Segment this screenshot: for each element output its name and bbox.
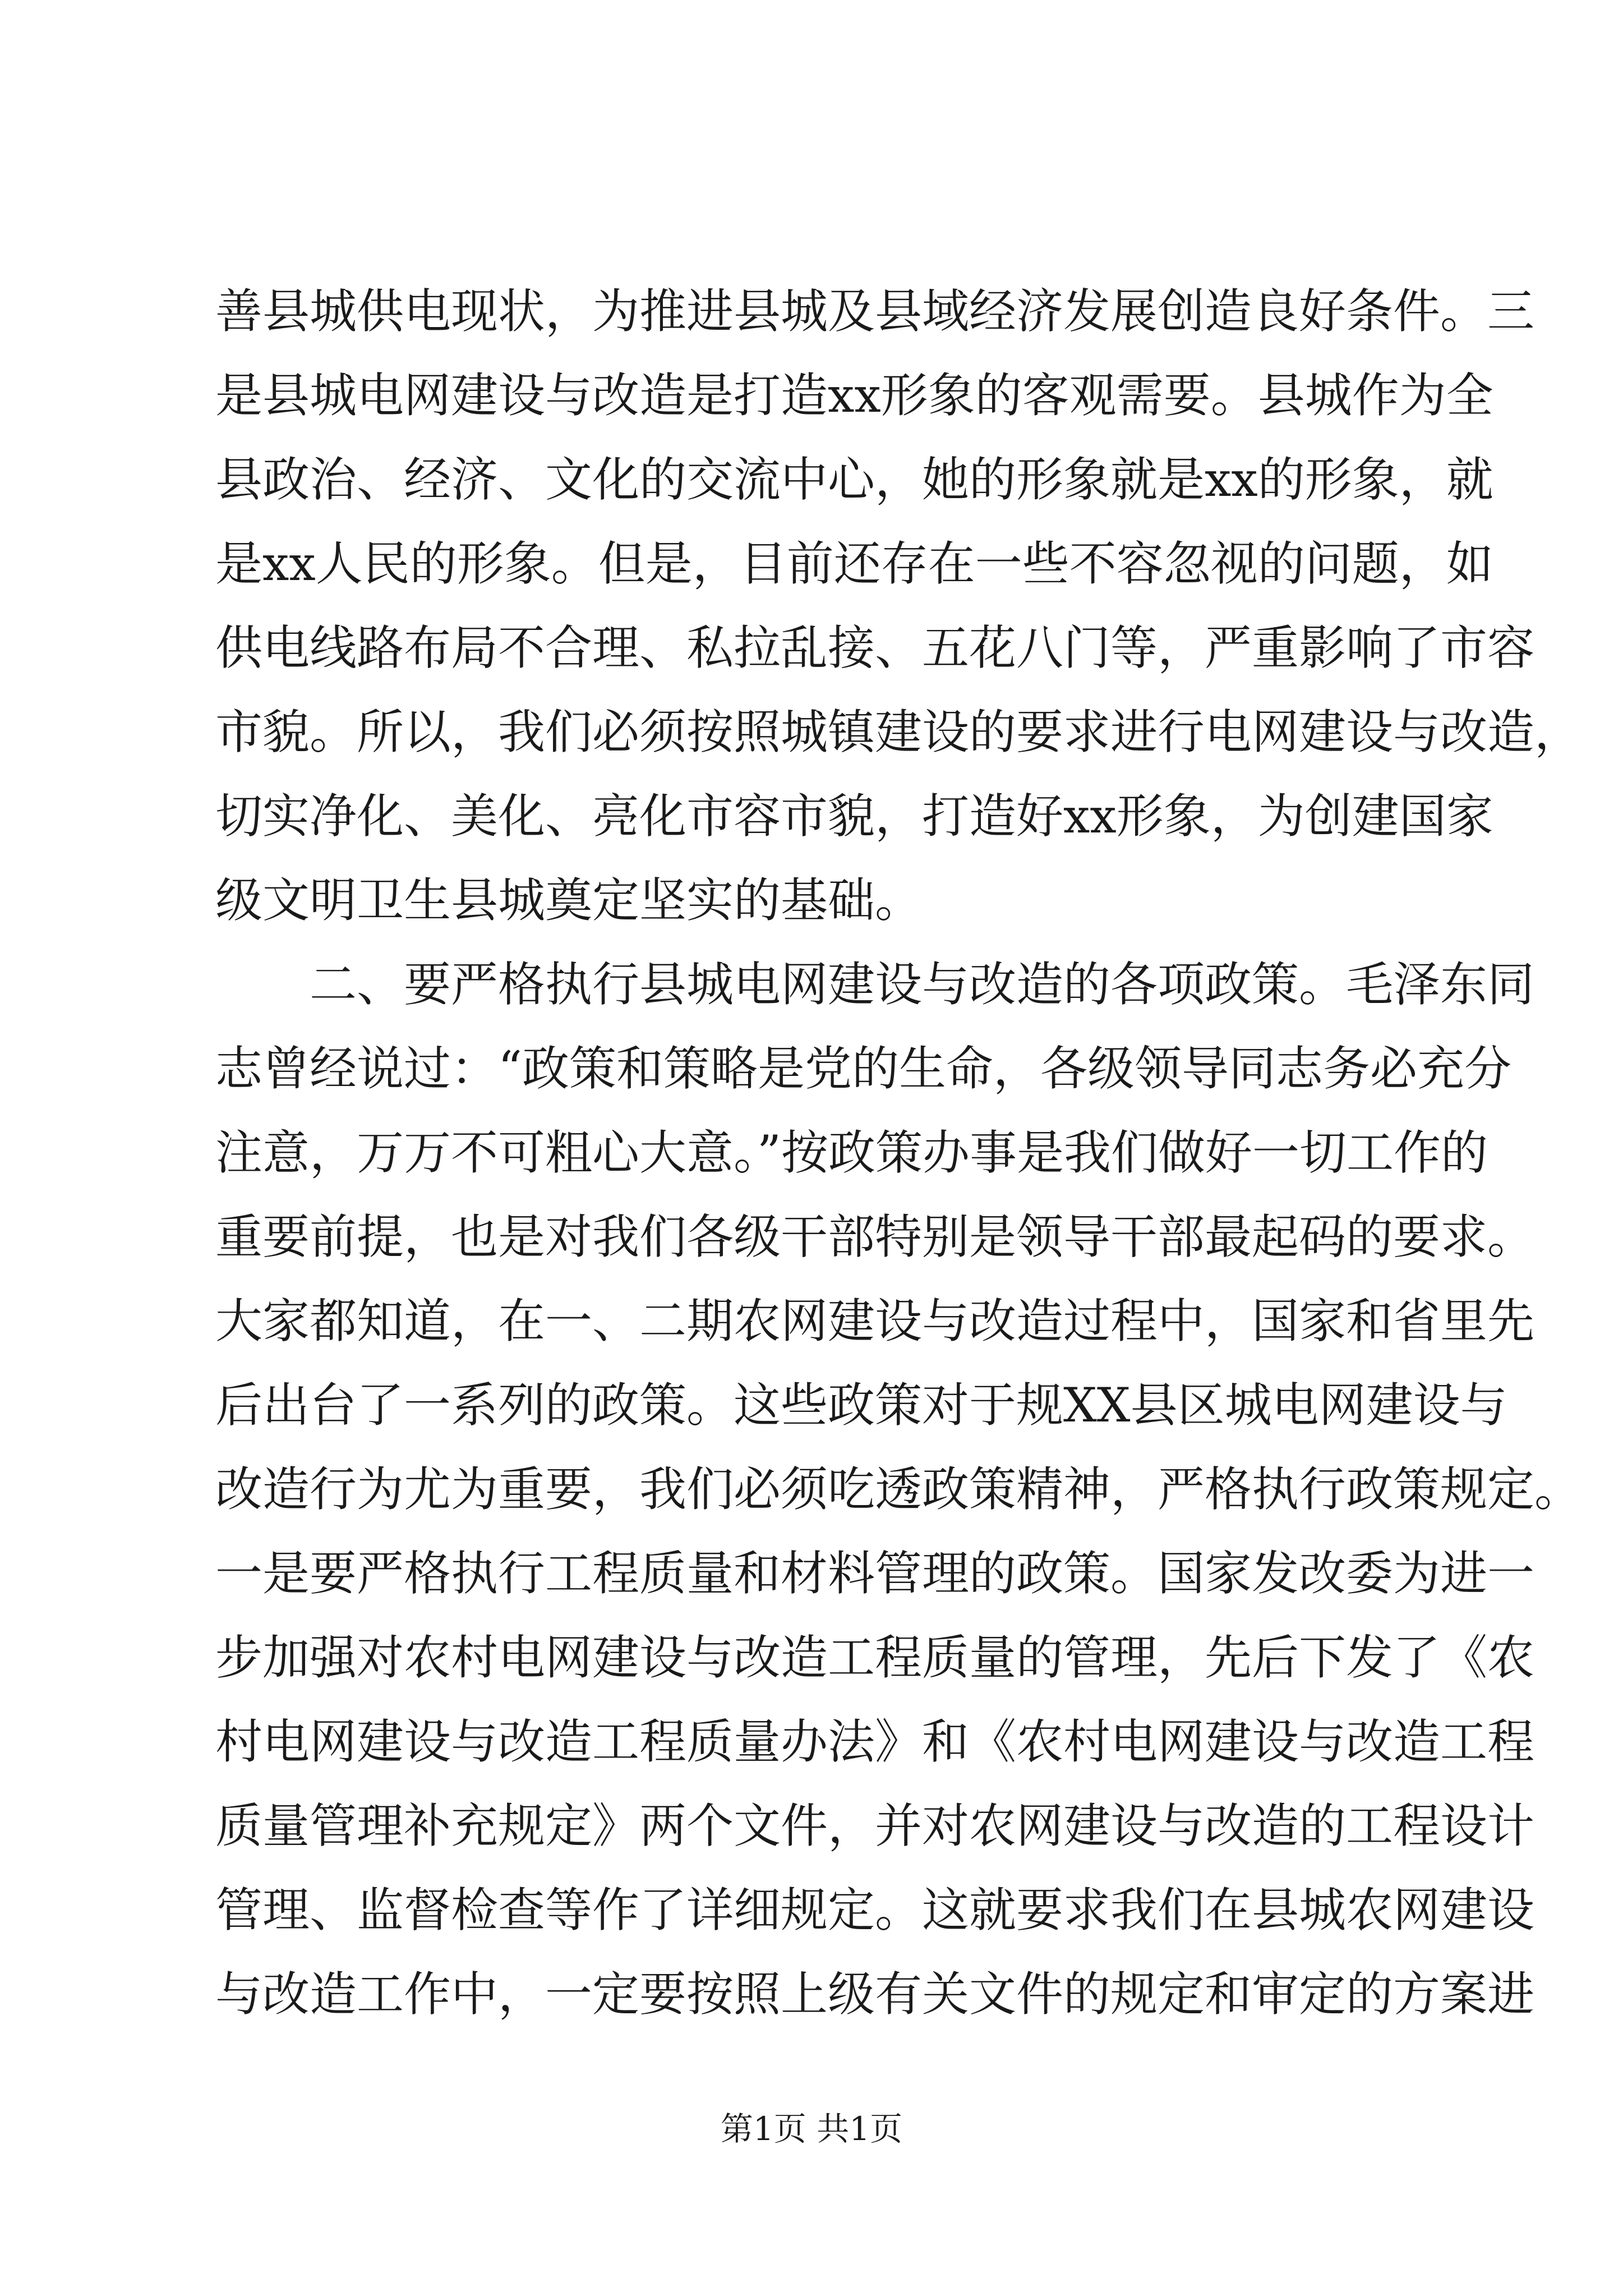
text-line: 市貌。所以，我们必须按照城镇建设的要求进行电网建设与改造， — [215, 705, 1582, 760]
text-line: 改造行为尤为重要，我们必须吃透政策精神，严格执行政策规定。 — [215, 1462, 1582, 1517]
text-line: 后出台了一系列的政策。这些政策对于规XX县区城电网建设与 — [215, 1378, 1507, 1433]
text-line: 步加强对农村电网建设与改造工程质量的管理，先后下发了《农 — [215, 1630, 1535, 1685]
text-line: 切实净化、美化、亮化市容市貌，打造好xx形象，为创建国家 — [215, 789, 1493, 844]
text-line: 是县城电网建设与改造是打造xx形象的客观需要。县城作为全 — [215, 368, 1493, 423]
text-line: 重要前提，也是对我们各级干部特别是领导干部最起码的要求。 — [215, 1209, 1535, 1264]
text-line: 是xx人民的形象。但是，目前还存在一些不容忽视的问题，如 — [215, 536, 1493, 591]
text-line: 注意，万万不可粗心大意。”按政策办事是我们做好一切工作的 — [215, 1125, 1488, 1180]
text-line: 善县城供电现状，为推进县城及县域经济发展创造良好条件。三 — [215, 284, 1535, 339]
text-line: 与改造工作中，一定要按照上级有关文件的规定和审定的方案进 — [215, 1967, 1535, 2022]
text-line: 一是要严格执行工程质量和材料管理的政策。国家发改委为进一 — [215, 1546, 1535, 1601]
text-line: 大家都知道，在一、二期农网建设与改造过程中，国家和省里先 — [215, 1294, 1535, 1349]
text-line: 村电网建设与改造工程质量办法》和《农村电网建设与改造工程 — [215, 1714, 1535, 1769]
text-line: 县政治、经济、文化的交流中心，她的形象就是xx的形象，就 — [215, 452, 1493, 507]
paragraph-first-line: 二、要严格执行县城电网建设与改造的各项政策。毛泽东同 — [310, 957, 1535, 1012]
text-line: 供电线路布局不合理、私拉乱接、五花八门等，严重影响了市容 — [215, 620, 1535, 675]
text-line: 级文明卫生县城奠定坚实的基础。 — [215, 873, 923, 928]
text-line: 质量管理补充规定》两个文件，并对农网建设与改造的工程设计 — [215, 1798, 1535, 1853]
text-line: 志曾经说过：“政策和策略是党的生命，各级领导同志务必充分 — [215, 1041, 1511, 1096]
page-footer: 第1页 共1页 — [720, 2110, 903, 2148]
text-line: 管理、监督检查等作了详细规定。这就要求我们在县城农网建设 — [215, 1883, 1535, 1938]
